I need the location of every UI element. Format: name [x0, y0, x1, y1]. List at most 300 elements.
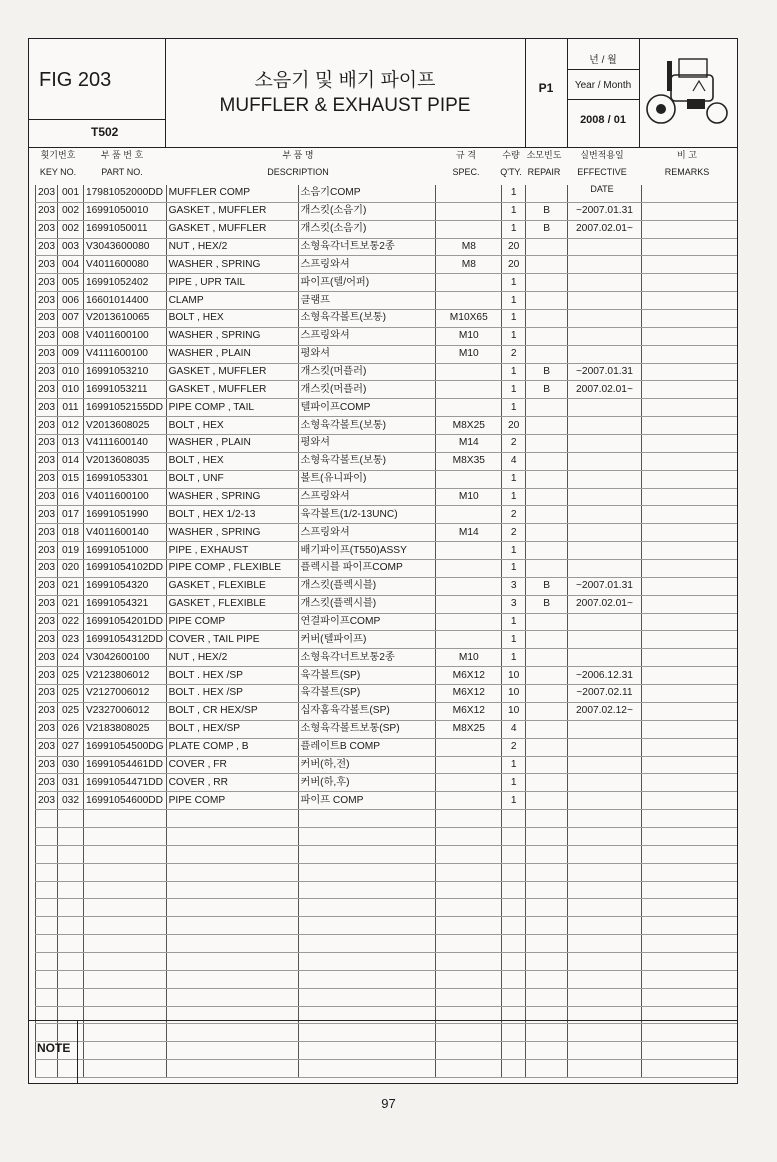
cell-part: 16991053211 [83, 381, 166, 399]
cell-desc-en: WASHER , PLAIN [166, 435, 298, 453]
cell-eff [568, 774, 642, 792]
cell-repair [526, 613, 568, 631]
cell-qty: 1 [502, 756, 526, 774]
cell-qty: 2 [502, 524, 526, 542]
cell-qty: 1 [502, 542, 526, 560]
cell-repair [526, 774, 568, 792]
table-row [36, 524, 738, 542]
cell-desc-en: BOLT . HEX /SP [166, 685, 298, 703]
cell-fig [36, 952, 58, 970]
cell-key: 003 [58, 238, 84, 256]
cell-key: 014 [58, 452, 84, 470]
cell-eff [568, 810, 642, 828]
cell-desc-en: PIPE , EXHAUST [166, 542, 298, 560]
table-row [36, 381, 738, 399]
cell-desc-kr: 소음기COMP [298, 185, 436, 202]
cell-fig: 203 [36, 756, 58, 774]
cell-remarks [641, 881, 737, 899]
colhead-qty [499, 147, 523, 185]
cell-fig: 203 [36, 542, 58, 560]
model-label: T502 [91, 125, 119, 139]
table-row [36, 792, 738, 810]
cell-desc-kr: 소형육각너트보통2종 [298, 649, 436, 667]
cell-spec [436, 560, 502, 578]
cell-desc-kr: 십자홈육각볼트(SP) [298, 702, 436, 720]
table-row-empty [36, 827, 738, 845]
cell-part: 16991054201DD [83, 613, 166, 631]
cell-desc-kr: 스프링와셔 [298, 327, 436, 345]
cell-key: 002 [58, 202, 84, 220]
cell-repair [526, 274, 568, 292]
cell-fig: 203 [36, 506, 58, 524]
cell-part: 16991051000 [83, 542, 166, 560]
cell-eff [568, 631, 642, 649]
cell-remarks [641, 845, 737, 863]
cell-fig: 203 [36, 470, 58, 488]
cell-part: 16991052402 [83, 274, 166, 292]
cell-repair [526, 899, 568, 917]
cell-desc-en [166, 810, 298, 828]
cell-desc-en: WASHER , SPRING [166, 327, 298, 345]
cell-qty: 3 [502, 595, 526, 613]
cell-remarks [641, 470, 737, 488]
cell-fig: 203 [36, 685, 58, 703]
cell-part: V2013608035 [83, 452, 166, 470]
colhead-spec-en: SPEC. [452, 167, 480, 177]
cell-fig: 203 [36, 720, 58, 738]
cell-eff [568, 435, 642, 453]
cell-part: 16991054600DD [83, 792, 166, 810]
cell-spec: M10 [436, 649, 502, 667]
cell-spec [436, 185, 502, 202]
cell-part: 16991054471DD [83, 774, 166, 792]
cell-eff: ~2007.01.31 [568, 363, 642, 381]
cell-qty: 1 [502, 488, 526, 506]
cell-eff [568, 470, 642, 488]
cell-qty: 4 [502, 720, 526, 738]
cell-desc-kr [298, 970, 436, 988]
cell-repair [526, 845, 568, 863]
cell-eff: ~2007.01.31 [568, 577, 642, 595]
cell-key: 025 [58, 667, 84, 685]
cell-fig: 203 [36, 363, 58, 381]
cell-key: 010 [58, 363, 84, 381]
cell-spec [436, 292, 502, 310]
cell-spec [436, 363, 502, 381]
cell-desc-kr: 텔파이프COMP [298, 399, 436, 417]
cell-part: V4011600140 [83, 524, 166, 542]
cell-key [58, 810, 84, 828]
cell-repair [526, 810, 568, 828]
cell-spec: M8X35 [436, 452, 502, 470]
cell-qty: 2 [502, 435, 526, 453]
table-row [36, 399, 738, 417]
cell-repair [526, 792, 568, 810]
cell-key [58, 827, 84, 845]
cell-remarks [641, 363, 737, 381]
cell-desc-en [166, 935, 298, 953]
cell-eff [568, 238, 642, 256]
colhead-desc [163, 147, 433, 185]
cell-fig: 203 [36, 417, 58, 435]
cell-spec: M6X12 [436, 667, 502, 685]
cell-eff [568, 256, 642, 274]
cell-qty [502, 935, 526, 953]
cell-remarks [641, 917, 737, 935]
cell-remarks [641, 631, 737, 649]
cell-key [58, 899, 84, 917]
cell-key [58, 952, 84, 970]
cell-fig: 203 [36, 613, 58, 631]
cell-desc-en: GASKET , FLEXIBLE [166, 595, 298, 613]
cell-eff: ~2007.01.31 [568, 202, 642, 220]
cell-desc-en [166, 952, 298, 970]
cell-part [83, 970, 166, 988]
cell-repair [526, 756, 568, 774]
cell-qty: 1 [502, 792, 526, 810]
cell-fig: 203 [36, 345, 58, 363]
cell-desc-kr: 커버(텔파이프) [298, 631, 436, 649]
cell-spec [436, 792, 502, 810]
cell-qty [502, 970, 526, 988]
cell-remarks [641, 452, 737, 470]
cell-spec: M10 [436, 327, 502, 345]
cell-spec [436, 738, 502, 756]
cell-key: 002 [58, 220, 84, 238]
cell-repair: B [526, 220, 568, 238]
cell-key: 017 [58, 506, 84, 524]
cell-remarks [641, 524, 737, 542]
cell-fig [36, 917, 58, 935]
cell-part: V3042600100 [83, 649, 166, 667]
cell-part: V3043600080 [83, 238, 166, 256]
cell-key: 010 [58, 381, 84, 399]
cell-fig: 203 [36, 452, 58, 470]
cell-desc-kr: 스프링와셔 [298, 524, 436, 542]
cell-remarks [641, 488, 737, 506]
cell-desc-en: PIPE COMP , TAIL [166, 399, 298, 417]
cell-qty [502, 917, 526, 935]
cell-repair [526, 631, 568, 649]
cell-fig: 203 [36, 399, 58, 417]
cell-part: V4011600100 [83, 327, 166, 345]
cell-fig [36, 810, 58, 828]
colhead-desc-kr: 부 품 명 [282, 150, 314, 160]
cell-remarks [641, 952, 737, 970]
cell-desc-en [166, 917, 298, 935]
cell-desc-kr: 소형육각너트보통2종 [298, 238, 436, 256]
cell-spec [436, 577, 502, 595]
cell-desc-en: BOLT , HEX [166, 310, 298, 328]
cell-fig: 203 [36, 381, 58, 399]
cell-desc-en: WASHER , SPRING [166, 256, 298, 274]
cell-remarks [641, 202, 737, 220]
cell-remarks [641, 220, 737, 238]
cell-remarks [641, 899, 737, 917]
cell-desc-kr [298, 863, 436, 881]
cell-key: 001 [58, 185, 84, 202]
cell-remarks [641, 667, 737, 685]
cell-repair [526, 399, 568, 417]
yearmonth-label-en: Year / Month [574, 80, 632, 91]
table-row [36, 452, 738, 470]
cell-key: 009 [58, 345, 84, 363]
cell-part [83, 935, 166, 953]
yearmonth-label-kr: 년 / 월 [589, 55, 617, 66]
table-row-empty [36, 970, 738, 988]
cell-remarks [641, 292, 737, 310]
cell-eff [568, 327, 642, 345]
cell-repair [526, 327, 568, 345]
colhead-part-en: PART NO. [101, 167, 143, 177]
cell-remarks [641, 935, 737, 953]
cell-qty: 1 [502, 613, 526, 631]
cell-spec [436, 542, 502, 560]
cell-part: V2183808025 [83, 720, 166, 738]
cell-remarks [641, 238, 737, 256]
cell-desc-en [166, 988, 298, 1006]
cell-part: 16991053210 [83, 363, 166, 381]
page-number: 97 [381, 1096, 396, 1111]
cell-key: 016 [58, 488, 84, 506]
cell-desc-kr [298, 935, 436, 953]
cell-desc-en: WASHER , SPRING [166, 524, 298, 542]
cell-key: 006 [58, 292, 84, 310]
cell-part [83, 845, 166, 863]
cell-spec: M6X12 [436, 702, 502, 720]
cell-desc-kr: 육각볼트(1/2-13UNC) [298, 506, 436, 524]
table-row [36, 613, 738, 631]
cell-eff [568, 917, 642, 935]
cell-fig: 203 [36, 238, 58, 256]
cell-qty: 1 [502, 631, 526, 649]
cell-qty: 1 [502, 649, 526, 667]
cell-desc-kr: 육각볼트(SP) [298, 667, 436, 685]
cell-desc-en: PIPE COMP [166, 792, 298, 810]
cell-part: 16991054500DG [83, 738, 166, 756]
cell-part: 16991053301 [83, 470, 166, 488]
cell-spec [436, 810, 502, 828]
cell-desc-en: NUT , HEX/2 [166, 238, 298, 256]
cell-remarks [641, 738, 737, 756]
cell-fig [36, 935, 58, 953]
cell-repair [526, 256, 568, 274]
colhead-eff-kr: 실번적용일 [580, 150, 624, 160]
cell-key [58, 917, 84, 935]
cell-qty: 1 [502, 560, 526, 578]
cell-part: 16991054312DD [83, 631, 166, 649]
cell-qty: 10 [502, 685, 526, 703]
cell-desc-en: NUT , HEX/2 [166, 649, 298, 667]
cell-desc-en: BOLT , HEX/SP [166, 720, 298, 738]
cell-fig: 203 [36, 524, 58, 542]
cell-key: 021 [58, 577, 84, 595]
cell-remarks [641, 435, 737, 453]
table-row [36, 292, 738, 310]
table-row-empty [36, 810, 738, 828]
colhead-repair-en: REPAIR [527, 167, 561, 177]
cell-spec [436, 774, 502, 792]
cell-desc-kr: 파이프 COMP [298, 792, 436, 810]
cell-remarks [641, 810, 737, 828]
cell-part [83, 881, 166, 899]
cell-spec [436, 202, 502, 220]
table-row [36, 756, 738, 774]
cell-part: 16991052155DD [83, 399, 166, 417]
cell-spec: M8 [436, 256, 502, 274]
cell-desc-en [166, 881, 298, 899]
table-row [36, 560, 738, 578]
cell-part [83, 988, 166, 1006]
cell-part [83, 917, 166, 935]
cell-desc-en [166, 970, 298, 988]
cell-remarks [641, 185, 737, 202]
table-row [36, 310, 738, 328]
cell-qty: 20 [502, 238, 526, 256]
colhead-part [81, 147, 163, 185]
cell-qty: 10 [502, 702, 526, 720]
cell-spec [436, 381, 502, 399]
cell-desc-en: GASKET , MUFFLER [166, 220, 298, 238]
cell-fig: 203 [36, 667, 58, 685]
cell-fig [36, 988, 58, 1006]
cell-eff: 2007.02.12~ [568, 702, 642, 720]
cell-fig: 203 [36, 774, 58, 792]
cell-eff [568, 613, 642, 631]
cell-remarks [641, 649, 737, 667]
cell-repair: B [526, 202, 568, 220]
cell-part [83, 899, 166, 917]
cell-qty: 1 [502, 185, 526, 202]
cell-desc-kr: 개스킷(플렉시블) [298, 577, 436, 595]
cell-qty [502, 810, 526, 828]
cell-remarks [641, 577, 737, 595]
cell-repair [526, 560, 568, 578]
cell-spec: M8X25 [436, 417, 502, 435]
cell-key [58, 863, 84, 881]
table-row [36, 649, 738, 667]
cell-eff [568, 185, 642, 202]
cell-eff [568, 310, 642, 328]
cell-key: 020 [58, 560, 84, 578]
cell-key [58, 935, 84, 953]
cell-key: 032 [58, 792, 84, 810]
cell-repair [526, 292, 568, 310]
cell-remarks [641, 310, 737, 328]
cell-spec [436, 899, 502, 917]
cell-fig: 203 [36, 577, 58, 595]
cell-spec [436, 595, 502, 613]
cell-desc-kr [298, 881, 436, 899]
cell-desc-kr [298, 827, 436, 845]
colhead-key [35, 147, 81, 185]
table-row [36, 488, 738, 506]
cell-repair [526, 720, 568, 738]
cell-spec [436, 470, 502, 488]
cell-repair [526, 417, 568, 435]
colhead-key-en: KEY NO. [39, 167, 77, 177]
table-row [36, 345, 738, 363]
cell-desc-en: CLAMP [166, 292, 298, 310]
cell-desc-kr: 볼트(유니파이) [298, 470, 436, 488]
cell-repair: B [526, 595, 568, 613]
cell-qty [502, 899, 526, 917]
cell-eff [568, 274, 642, 292]
colhead-remarks-en: REMARKS [664, 167, 710, 177]
cell-fig: 203 [36, 631, 58, 649]
cell-desc-en: PLATE COMP , B [166, 738, 298, 756]
page-code: P1 [538, 81, 554, 95]
table-row [36, 470, 738, 488]
cell-spec: M14 [436, 524, 502, 542]
cell-key: 023 [58, 631, 84, 649]
cell-fig [36, 881, 58, 899]
cell-desc-en [166, 899, 298, 917]
cell-repair [526, 435, 568, 453]
cell-part: 17981052000DD [83, 185, 166, 202]
cell-key: 008 [58, 327, 84, 345]
table-row [36, 435, 738, 453]
table-row [36, 238, 738, 256]
cell-desc-en: BOLT , HEX [166, 417, 298, 435]
cell-key: 031 [58, 774, 84, 792]
cell-qty: 1 [502, 274, 526, 292]
cell-qty [502, 988, 526, 1006]
cell-eff [568, 935, 642, 953]
cell-desc-en [166, 863, 298, 881]
cell-repair [526, 524, 568, 542]
cell-repair [526, 935, 568, 953]
cell-fig [36, 827, 58, 845]
cell-remarks [641, 542, 737, 560]
cell-desc-en: COVER , TAIL PIPE [166, 631, 298, 649]
cell-eff [568, 881, 642, 899]
cell-qty: 10 [502, 667, 526, 685]
colhead-part-kr: 부 품 번 호 [100, 150, 144, 160]
cell-key: 027 [58, 738, 84, 756]
colhead-spec [433, 147, 499, 185]
cell-remarks [641, 274, 737, 292]
table-row [36, 774, 738, 792]
cell-fig [36, 863, 58, 881]
colhead-eff-en: EFFECTIVE DATE [577, 167, 627, 194]
cell-remarks [641, 345, 737, 363]
cell-remarks [641, 560, 737, 578]
cell-part: 16991054321 [83, 595, 166, 613]
table-row-empty [36, 988, 738, 1006]
cell-fig: 203 [36, 256, 58, 274]
cell-repair [526, 863, 568, 881]
cell-key: 005 [58, 274, 84, 292]
colhead-eff [565, 147, 639, 194]
table-row [36, 577, 738, 595]
colhead-remarks [639, 147, 735, 185]
cell-key: 025 [58, 685, 84, 703]
cell-desc-en: GASKET , FLEXIBLE [166, 577, 298, 595]
cell-remarks [641, 381, 737, 399]
table-row [36, 220, 738, 238]
colhead-spec-kr: 규 격 [456, 150, 476, 160]
cell-part: 16991051990 [83, 506, 166, 524]
cell-desc-kr: 개스킷(소음기) [298, 202, 436, 220]
cell-part: V4111600100 [83, 345, 166, 363]
cell-fig: 203 [36, 435, 58, 453]
cell-fig: 203 [36, 595, 58, 613]
cell-fig: 203 [36, 738, 58, 756]
cell-desc-kr: 플렉시블 파이프COMP [298, 560, 436, 578]
table-row-empty [36, 899, 738, 917]
cell-eff [568, 720, 642, 738]
